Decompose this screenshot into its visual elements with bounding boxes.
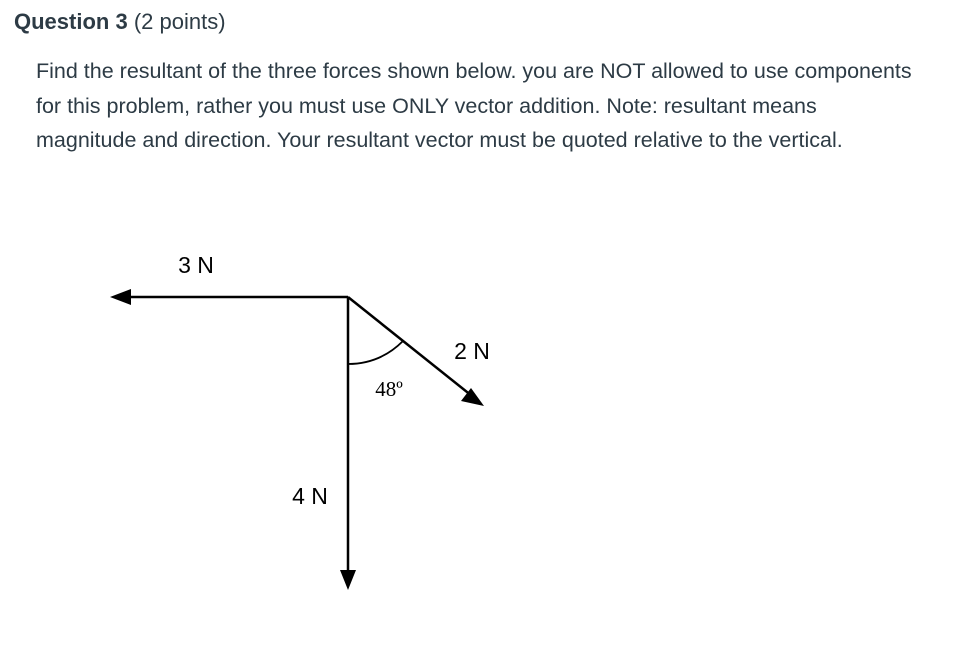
question-title: Question 3 — [14, 9, 128, 34]
question-points: (2 points) — [133, 9, 226, 34]
force-diagonal-label: 2 N — [454, 338, 490, 364]
force-left-label: 3 N — [178, 252, 214, 278]
question-prompt: Find the resultant of the three forces shown below. you are NOT allowed to use components for this problem, rather you must use ONLY vector addition. Note: resultant means magnitude and direction. Your resultant vector must be quoted relative to the vertical. — [36, 59, 912, 152]
angle-arc — [348, 341, 403, 364]
force-down-label: 4 N — [292, 483, 328, 509]
force-down-arrowhead — [340, 570, 356, 590]
angle-label: 48º — [375, 377, 403, 401]
force-left-arrowhead — [110, 289, 131, 305]
